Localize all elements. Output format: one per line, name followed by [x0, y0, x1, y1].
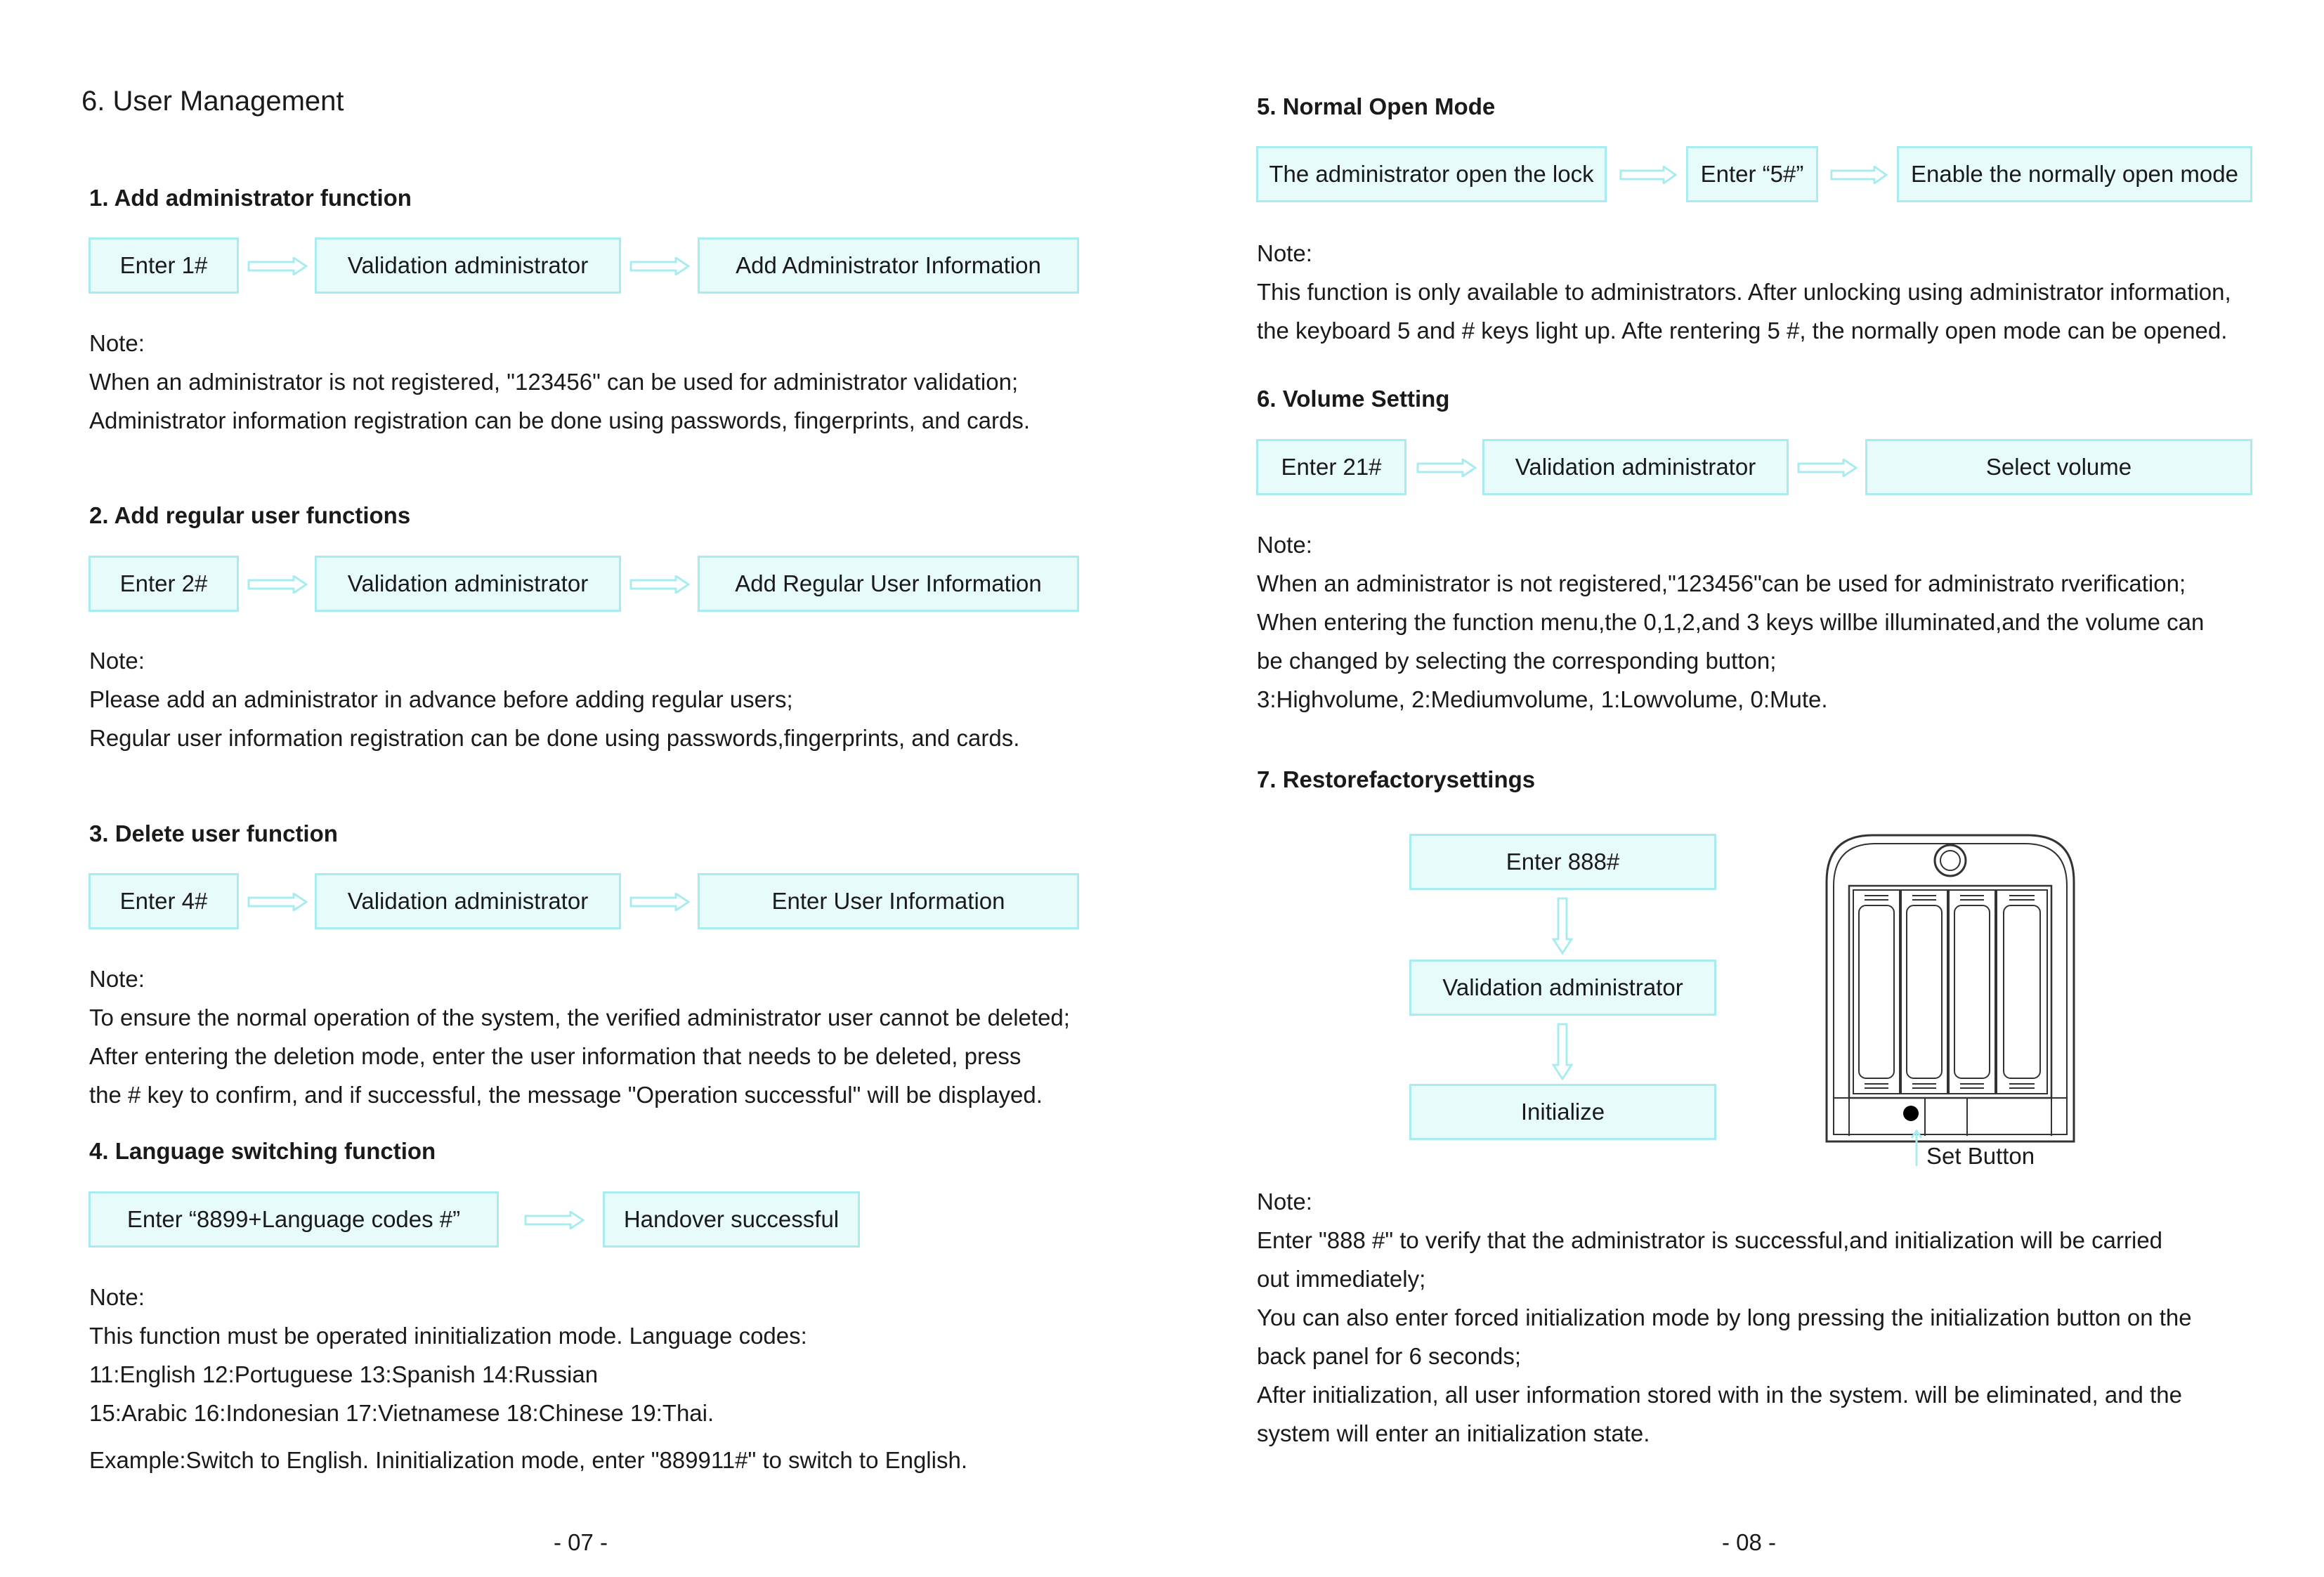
set-button-label: Set Button [1926, 1143, 2035, 1169]
note-line: Regular user information registration can be done using passwords,fingerprints, and cards. [89, 725, 1020, 751]
note-line: This function is only available to administrators. After unlocking using administrator information, [1257, 279, 2231, 305]
flow-box-validation: Validation administrator [1482, 439, 1789, 495]
flow-box-validation: Validation administrator [315, 556, 621, 612]
note-line: To ensure the normal operation of the system, the verified administrator user cannot be deleted; [89, 1005, 1070, 1030]
note-label: Note: [1257, 240, 1312, 266]
note-line: 15:Arabic 16:Indonesian 17:Vietnamese 18:Chinese 19:Thai. [89, 1400, 714, 1426]
flow-box-enter-4: Enter 4# [89, 873, 239, 929]
note-normal-open [1257, 234, 2231, 350]
note-add-regular [89, 641, 1019, 757]
section-title-restore: 7. Restorefactorysettings [1257, 766, 1536, 792]
right-arrow-icon [247, 893, 308, 911]
note-label: Note: [89, 966, 145, 992]
note-line: out immediately; [1257, 1266, 1426, 1292]
note-line: This function must be operated ininitialization mode. Language codes: [89, 1323, 807, 1349]
down-arrow-icon [1552, 897, 1573, 955]
note-volume [1257, 525, 2204, 719]
note-line: Enter "888 #" to verify that the administrator is successful,and initialization will be carried [1257, 1227, 2163, 1253]
set-button-dot [1903, 1106, 1919, 1121]
section-title-normal-open: 5. Normal Open Mode [1257, 93, 1496, 119]
section-title-delete-user: 3. Delete user function [89, 820, 338, 846]
note-label: Note: [1257, 532, 1312, 558]
flow-box-validation: Validation administrator [315, 237, 621, 294]
note-line: the keyboard 5 and # keys light up. Afte rentering 5 #, the normally open mode can be opened. [1257, 318, 2228, 343]
page-title: 6. User Management [81, 86, 344, 117]
flow-box-admin-open-lock: The administrator open the lock [1256, 146, 1607, 202]
right-arrow-icon [247, 257, 308, 275]
section-title-add-admin: 1. Add administrator function [89, 185, 412, 211]
note-line: After entering the deletion mode, enter the user information that needs to be deleted, press [89, 1043, 1021, 1069]
note-line: You can also enter forced initialization mode by long pressing the initialization button on the [1257, 1304, 2192, 1330]
flow-box-enter-1: Enter 1# [89, 237, 239, 294]
flow-box-add-admin-info: Add Administrator Information [698, 237, 1079, 294]
flow-box-enter-21: Enter 21# [1256, 439, 1406, 495]
flow-box-initialize: Initialize [1409, 1084, 1716, 1140]
section-title-add-regular: 2. Add regular user functions [89, 502, 411, 528]
flow-box-select-volume: Select volume [1865, 439, 2252, 495]
note-line: When entering the function menu,the 0,1,2,and 3 keys willbe illuminated,and the volume can [1257, 609, 2205, 635]
note-label: Note: [89, 1284, 145, 1310]
flow-box-enter-language-code: Enter “8899+Language codes #” [89, 1191, 499, 1248]
note-label: Note: [89, 648, 145, 674]
note-language [89, 1278, 807, 1432]
flow-box-enter-5: Enter “5#” [1686, 146, 1818, 202]
page-08 [1162, 0, 2324, 1577]
right-arrow-icon [629, 257, 690, 275]
page-number: - 08 - [1722, 1529, 1777, 1555]
flow-box-enter-2: Enter 2# [89, 556, 239, 612]
right-arrow-icon [629, 893, 690, 911]
right-arrow-icon [247, 575, 308, 594]
flow-box-enter-888: Enter 888# [1409, 834, 1716, 890]
note-add-admin [89, 324, 1030, 440]
note-delete-user [89, 960, 1070, 1114]
note-restore [1257, 1182, 2192, 1453]
section-title-language: 4. Language switching function [89, 1138, 436, 1164]
pointer-arrow-icon [1910, 1128, 1924, 1167]
note-line: back panel for 6 seconds; [1257, 1343, 1522, 1369]
right-arrow-icon [1797, 459, 1858, 477]
note-line: When an administrator is not registered, "123456" can be used for administrator validation; [89, 369, 1019, 395]
flow-box-validation: Validation administrator [1409, 960, 1716, 1016]
flow-box-handover-successful: Handover successful [603, 1191, 860, 1248]
section-title-volume: 6. Volume Setting [1257, 386, 1450, 412]
note-line: the # key to confirm, and if successful, the message "Operation successful" will be displayed. [89, 1082, 1043, 1108]
note-line: Please add an administrator in advance before adding regular users; [89, 686, 793, 712]
page-number: - 07 - [554, 1529, 608, 1555]
right-arrow-icon [524, 1211, 585, 1229]
right-arrow-icon [1619, 166, 1677, 184]
right-arrow-icon [629, 575, 690, 594]
note-line: When an administrator is not registered,"123456"can be used for administrato rverification; [1257, 570, 2186, 596]
note-line: 11:English 12:Portuguese 13:Spanish 14:Russian [89, 1361, 599, 1387]
note-line: 3:Highvolume, 2:Mediumvolume, 1:Lowvolume, 0:Mute. [1257, 686, 1828, 712]
right-arrow-icon [1830, 166, 1888, 184]
right-arrow-icon [1416, 459, 1477, 477]
note-label: Note: [1257, 1189, 1312, 1215]
note-line: Administrator information registration can be done using passwords, fingerprints, and cards. [89, 407, 1031, 433]
note-example: Example:Switch to English. Ininitialization mode, enter "889911#" to switch to English. [89, 1447, 967, 1473]
down-arrow-icon [1552, 1023, 1573, 1080]
note-line: be changed by selecting the corresponding button; [1257, 648, 1777, 674]
note-line: system will enter an initialization state. [1257, 1420, 1650, 1446]
flow-box-enter-user-info: Enter User Information [698, 873, 1079, 929]
battery-panel-illustration [1824, 832, 2077, 1149]
note-line: After initialization, all user information stored with in the system. will be eliminated, and the [1257, 1382, 2182, 1408]
note-label: Note: [89, 330, 145, 356]
flow-box-validation: Validation administrator [315, 873, 621, 929]
flow-box-enable-normally-open: Enable the normally open mode [1897, 146, 2252, 202]
flow-box-add-regular-info: Add Regular User Information [698, 556, 1079, 612]
